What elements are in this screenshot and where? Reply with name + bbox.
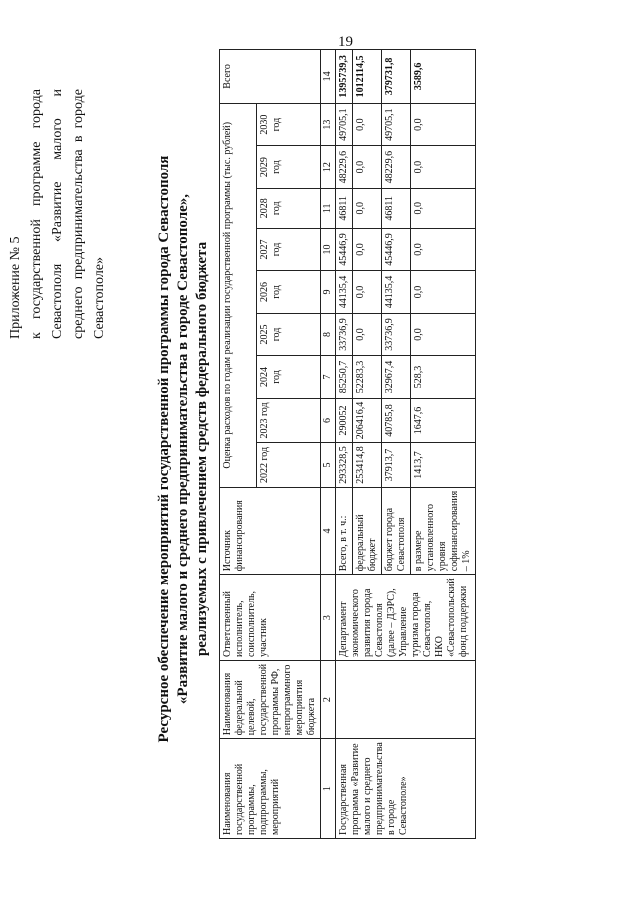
appendix-line: к государственной программе города Севастополя «Развитие малого и среднего предпринимательства в городе Севастополе» xyxy=(29,89,107,339)
value: 45446,9 xyxy=(336,228,353,271)
header-col1: Наименования государственной программы, подпрограммы, мероприятий xyxy=(220,739,321,839)
title-line: «Развитие малого и среднего предпринимательства в городе Севастополе», xyxy=(175,193,191,705)
value: 0,0 xyxy=(353,103,382,146)
value: 33736,9 xyxy=(336,313,353,356)
header-year: 2025 год xyxy=(257,313,321,356)
value: 0,0 xyxy=(411,188,476,228)
value: 32967,4 xyxy=(382,356,411,399)
total-value: 1395739,3 xyxy=(336,50,353,104)
value: 0,0 xyxy=(353,313,382,356)
value: 48229,6 xyxy=(382,146,411,189)
value: 0,0 xyxy=(411,271,476,314)
value: 45446,9 xyxy=(382,228,411,271)
source: в размере установленного уровня софинансирования – 1% xyxy=(411,487,476,575)
value: 33736,9 xyxy=(382,313,411,356)
header-year: 2023 год xyxy=(257,398,321,443)
value: 206416,4 xyxy=(353,398,382,443)
header-col2: Наименования федеральной целевой, государственной программы РФ, непрограммного мероприятия бюджета xyxy=(220,660,321,738)
col-number: 12 xyxy=(321,146,336,189)
value: 0,0 xyxy=(353,271,382,314)
value: 0,0 xyxy=(411,146,476,189)
source: федеральный бюджет xyxy=(353,487,382,575)
source: Всего, в т. ч.: xyxy=(336,487,353,575)
value: 85250,7 xyxy=(336,356,353,399)
header-total: Всего xyxy=(220,50,321,104)
page-number: 19 xyxy=(338,34,353,50)
title-line: реализуемых с привлечением средств федерального бюджета xyxy=(194,241,210,657)
header-col4: Источник финансирования xyxy=(220,487,321,575)
value: 0,0 xyxy=(411,313,476,356)
executor: Департамент экономического развития города Севастополя (далее – ДЭРС), Управление туризма города Севастополя, НКО «Севастопольский фонд поддержки xyxy=(336,575,476,661)
col-number: 6 xyxy=(321,398,336,443)
value: 0,0 xyxy=(411,103,476,146)
value: 290052 xyxy=(336,398,353,443)
value: 253414,8 xyxy=(353,443,382,488)
value: 0,0 xyxy=(353,228,382,271)
col-number: 7 xyxy=(321,356,336,399)
total-value: 3589,6 xyxy=(411,50,476,104)
col-number: 13 xyxy=(321,103,336,146)
resource-table xyxy=(219,49,476,839)
col-number: 10 xyxy=(321,228,336,271)
source: бюджет города Севастополя xyxy=(382,487,411,575)
value: 40785,8 xyxy=(382,398,411,443)
header-year: 2026 год xyxy=(257,271,321,314)
value: 293328,5 xyxy=(336,443,353,488)
value: 52283,3 xyxy=(353,356,382,399)
col-number: 4 xyxy=(321,487,336,575)
value: 0,0 xyxy=(353,188,382,228)
value: 0,0 xyxy=(411,228,476,271)
header-year: 2022 год xyxy=(257,443,321,488)
table-row xyxy=(336,50,353,839)
rotated-content xyxy=(5,39,615,879)
col-number: 11 xyxy=(321,188,336,228)
value: 44135,4 xyxy=(336,271,353,314)
value: 528,3 xyxy=(411,356,476,399)
value: 49705,1 xyxy=(336,103,353,146)
header-year: 2029 год xyxy=(257,146,321,189)
col-number: 9 xyxy=(321,271,336,314)
header-year: 2030 год xyxy=(257,103,321,146)
total-value: 1012114,5 xyxy=(353,50,382,104)
header-year: 2027 год xyxy=(257,228,321,271)
federal-program-cell xyxy=(336,660,476,738)
column-number-row xyxy=(321,50,336,839)
col-number: 14 xyxy=(321,50,336,104)
col-number: 5 xyxy=(321,443,336,488)
col-number: 3 xyxy=(321,575,336,661)
header-estimate: Оценка расходов по годам реализации государственной программы (тыс. рублей) xyxy=(220,103,257,487)
value: 37913,7 xyxy=(382,443,411,488)
col-number: 8 xyxy=(321,313,336,356)
col-number: 2 xyxy=(321,660,336,738)
header-year: 2028 год xyxy=(257,188,321,228)
value: 46811 xyxy=(336,188,353,228)
value: 44135,4 xyxy=(382,271,411,314)
document-title xyxy=(155,59,212,839)
program-name: Государственная программа «Развитие малого и среднего предпринимательства в городе Севастополе» xyxy=(336,739,476,839)
header-year: 2024 год xyxy=(257,356,321,399)
appendix-note xyxy=(5,89,110,339)
value: 0,0 xyxy=(353,146,382,189)
value: 49705,1 xyxy=(382,103,411,146)
total-value: 379731,8 xyxy=(382,50,411,104)
col-number: 1 xyxy=(321,739,336,839)
value: 1413,7 xyxy=(411,443,476,488)
header-col3: Ответственный исполнитель, соисполнитель, участник xyxy=(220,575,321,661)
value: 46811 xyxy=(382,188,411,228)
value: 48229,6 xyxy=(336,146,353,189)
value: 1647,6 xyxy=(411,398,476,443)
title-line: Ресурсное обеспечение мероприятий государственной программы города Севастополя xyxy=(156,155,172,743)
appendix-line: Приложение № 5 xyxy=(8,236,23,339)
header-row xyxy=(220,50,257,839)
